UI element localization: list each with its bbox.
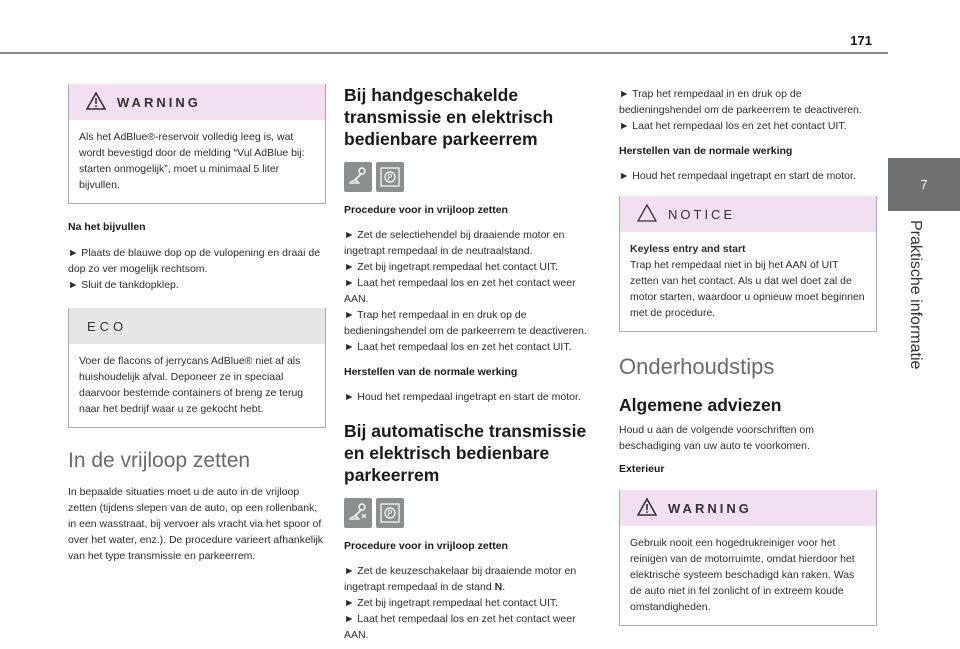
auto-title: Bij automatische transmissie en elektrisch bedienbare parkeerrem <box>344 421 587 485</box>
restore-text: ► Houd het rempedaal ingetrapt en start de motor. <box>619 170 856 182</box>
exterior-heading: Exterieur <box>619 463 665 475</box>
column-1 <box>68 84 326 564</box>
steps-continued: ► Trap het rempedaal in en druk op de bedieningshendel om de parkeerrem te deactiveren. ► Laat het rempedaal los en zet het contact UIT. <box>619 88 862 132</box>
header-rule <box>0 52 888 54</box>
manual-steps: ► Zet de selectiehendel bij draaiende motor en ingetrapt rempedaal in de neutraalstand. ► Zet bij ingetrapt rempedaal het contact UIT. ► Laat het rempedaal los en zet het contact weer AAN. ► Trap het rempedaal in en druk op de bedieningshendel om de parkeerrem te deactiveren. ► Laat het rempedaal los en zet het contact UIT. <box>344 229 587 353</box>
manual-icons <box>344 162 602 192</box>
auto-proc-heading: Procedure voor in vrijloop zetten <box>344 540 508 552</box>
notice-title: NOTICE <box>668 207 736 222</box>
notice-subtitle: Keyless entry and start <box>630 243 746 255</box>
eco-body: Voer de flacons of jerrycans AdBlue® niet af als huishoudelijk afval. Deponeer ze in speciaal daarvoor bestemde containers of breng ze terug naar het bedrijf waar u ze gekocht hebt. <box>79 355 304 415</box>
restore-heading: Herstellen van de normale werking <box>619 145 793 157</box>
section-text: In bepaalde situaties moet u de auto in de vrijloop zetten (tijdens slepen van de auto, op een rollenbank, in een wasstraat, bij vervoer als vracht via het spoor of over het water, enz.). De procedure varieert afhankelijk van het type transmissie en parkeerrem. <box>68 486 324 562</box>
manual-restore-text: ► Houd het rempedaal ingetrapt en start de motor. <box>344 391 581 403</box>
auto-step-bold: N <box>494 581 503 593</box>
auto-icons <box>344 498 602 528</box>
general-text: Houd u aan de volgende voorschriften om beschadiging van uw auto te voorkomen. <box>619 424 814 452</box>
warning-title-2: WARNING <box>668 501 752 516</box>
chapter-tab[interactable]: 7 <box>888 158 960 211</box>
notice-header <box>620 196 876 232</box>
warning-body-2: Gebruik nooit een hogedrukreiniger voor het reinigen van de motorruimte, omdat hierdoor het elektrische systeem beschadigd kan raken. Was de auto niet in fel zonlicht of in extreem koude omstandigheden. <box>630 537 855 613</box>
warning-icon <box>637 498 657 516</box>
notice-body <box>620 232 876 331</box>
warning-box <box>68 84 326 204</box>
notice-text: Trap het rempedaal niet in bij het AAN of UIT zetten van het contact. Als u dat wel doet zal de motor starten, waardoor u opnieuw moet beginnen met de procedure. <box>630 259 865 319</box>
manual-proc-heading: Procedure voor in vrijloop zetten <box>344 204 508 216</box>
column-2 <box>344 84 602 643</box>
auto-step <box>344 563 602 595</box>
manual-restore-heading: Herstellen van de normale werking <box>344 366 518 378</box>
auto-step-post: . <box>502 581 506 593</box>
refill-step: ► Sluit de tankdopklep. <box>68 279 179 291</box>
refill-step: ► Plaats de blauwe dop op de vulopening en draai de dop zo ver mogelijk rechtsom. <box>68 247 321 275</box>
parking-brake-icon <box>376 162 404 192</box>
auto-step: ► Zet bij ingetrapt rempedaal het contact UIT. <box>344 597 559 609</box>
maintenance-title: Onderhoudstips <box>619 354 775 379</box>
manual-title: Bij handgeschakelde transmissie en elektrisch bedienbare parkeerrem <box>344 85 554 149</box>
column-3 <box>619 86 877 626</box>
warning-body: Als het AdBlue®-reservoir volledig leeg is, wat wordt bevestigd door de melding “Vul AdBlue bij: starten onmogelijk”, moet u minimaal 5 liter bijvullen. <box>79 131 305 191</box>
auto-step: ► Laat het rempedaal los en zet het contact weer AAN. <box>344 613 576 641</box>
notice-box <box>619 196 877 332</box>
chapter-title: Praktische informatie <box>907 220 924 370</box>
automatic-gear-icon <box>344 498 372 528</box>
warning-box-2 <box>619 490 877 626</box>
eco-header <box>69 308 325 344</box>
warning-icon <box>86 92 106 110</box>
svg-text:P: P <box>387 509 393 518</box>
refill-heading: Na het bijvullen <box>68 221 146 233</box>
parking-brake-icon <box>376 498 404 528</box>
warning-header-2 <box>620 490 876 526</box>
eco-title: ECO <box>87 319 128 334</box>
warning-title: WARNING <box>117 95 201 110</box>
auto-step-pre: ► Zet de keuzeschakelaar bij draaiende motor en ingetrapt rempedaal in de stand <box>344 565 577 593</box>
eco-box <box>68 308 326 428</box>
manual-gear-icon <box>344 162 372 192</box>
notice-icon <box>637 204 657 222</box>
svg-text:P: P <box>387 173 393 182</box>
section-title: In de vrijloop zetten <box>68 449 251 472</box>
chapter-label <box>904 220 926 450</box>
page-number: 171 <box>850 33 872 48</box>
general-title: Algemene adviezen <box>619 395 782 415</box>
warning-header <box>69 84 325 120</box>
